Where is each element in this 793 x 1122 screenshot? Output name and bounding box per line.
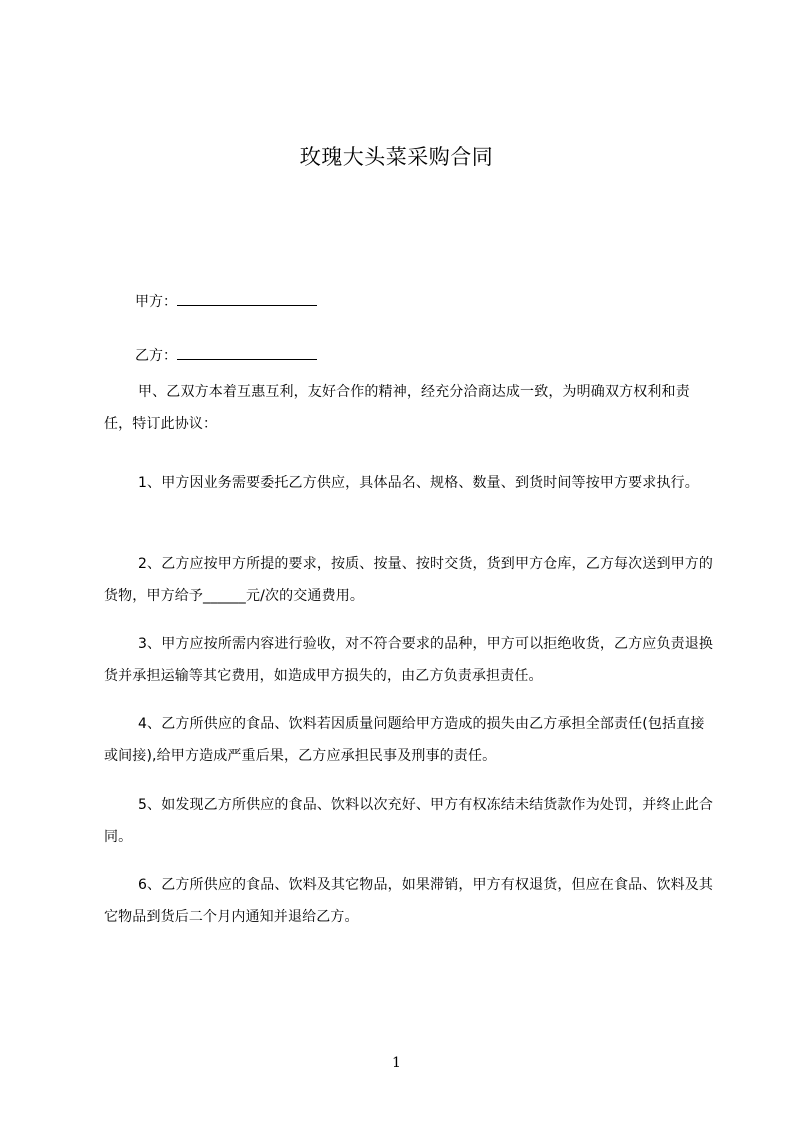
party-b-label: 乙方： [135,348,177,364]
clause-6: 6、乙方所供应的食品、饮料及其它物品，如果滞销，甲方有权退货，但应在食品、饮料及其它物品到货后二个月内通知并退给乙方。 [104,877,714,925]
party-a-line [135,291,317,312]
party-a-blank [177,291,317,306]
clause-3: 3、甲方应按所需内容进行验收，对不符合要求的品种，甲方可以拒绝收货，乙方应负责退换货并承担运输等其它费用，如造成甲方损失的，由乙方负责承担责任。 [104,636,714,684]
clause-1: 1、甲方因业务需要委托乙方供应，具体品名、规格、数量、到货时间等按甲方要求执行。 [138,475,699,491]
party-a-label: 甲方： [135,294,177,310]
clause-2: 2、乙方应按甲方所提的要求，按质、按量、按时交货，货到甲方仓库，乙方每次送到甲方的货物，甲方给予______元/次的交通费用。 [104,556,714,604]
party-b-line [135,345,317,366]
document-title: 玫瑰大头菜采购合同 [299,145,494,169]
party-b-blank [177,345,317,360]
clause-5: 5、如发现乙方所供应的食品、饮料以次充好、甲方有权冻结未结货款作为处罚，并终止此合同。 [104,797,714,845]
clause-4: 4、乙方所供应的食品、饮料若因质量问题给甲方造成的损失由乙方承担全部责任(包括直接或间接),给甲方造成严重后果，乙方应承担民事及刑事的责任。 [104,716,705,764]
intro-paragraph: 甲、乙双方本着互惠互利，友好合作的精神，经充分洽商达成一致，为明确双方权利和责任，特订此协议： [104,384,690,432]
page-number: 1 [392,1055,401,1071]
